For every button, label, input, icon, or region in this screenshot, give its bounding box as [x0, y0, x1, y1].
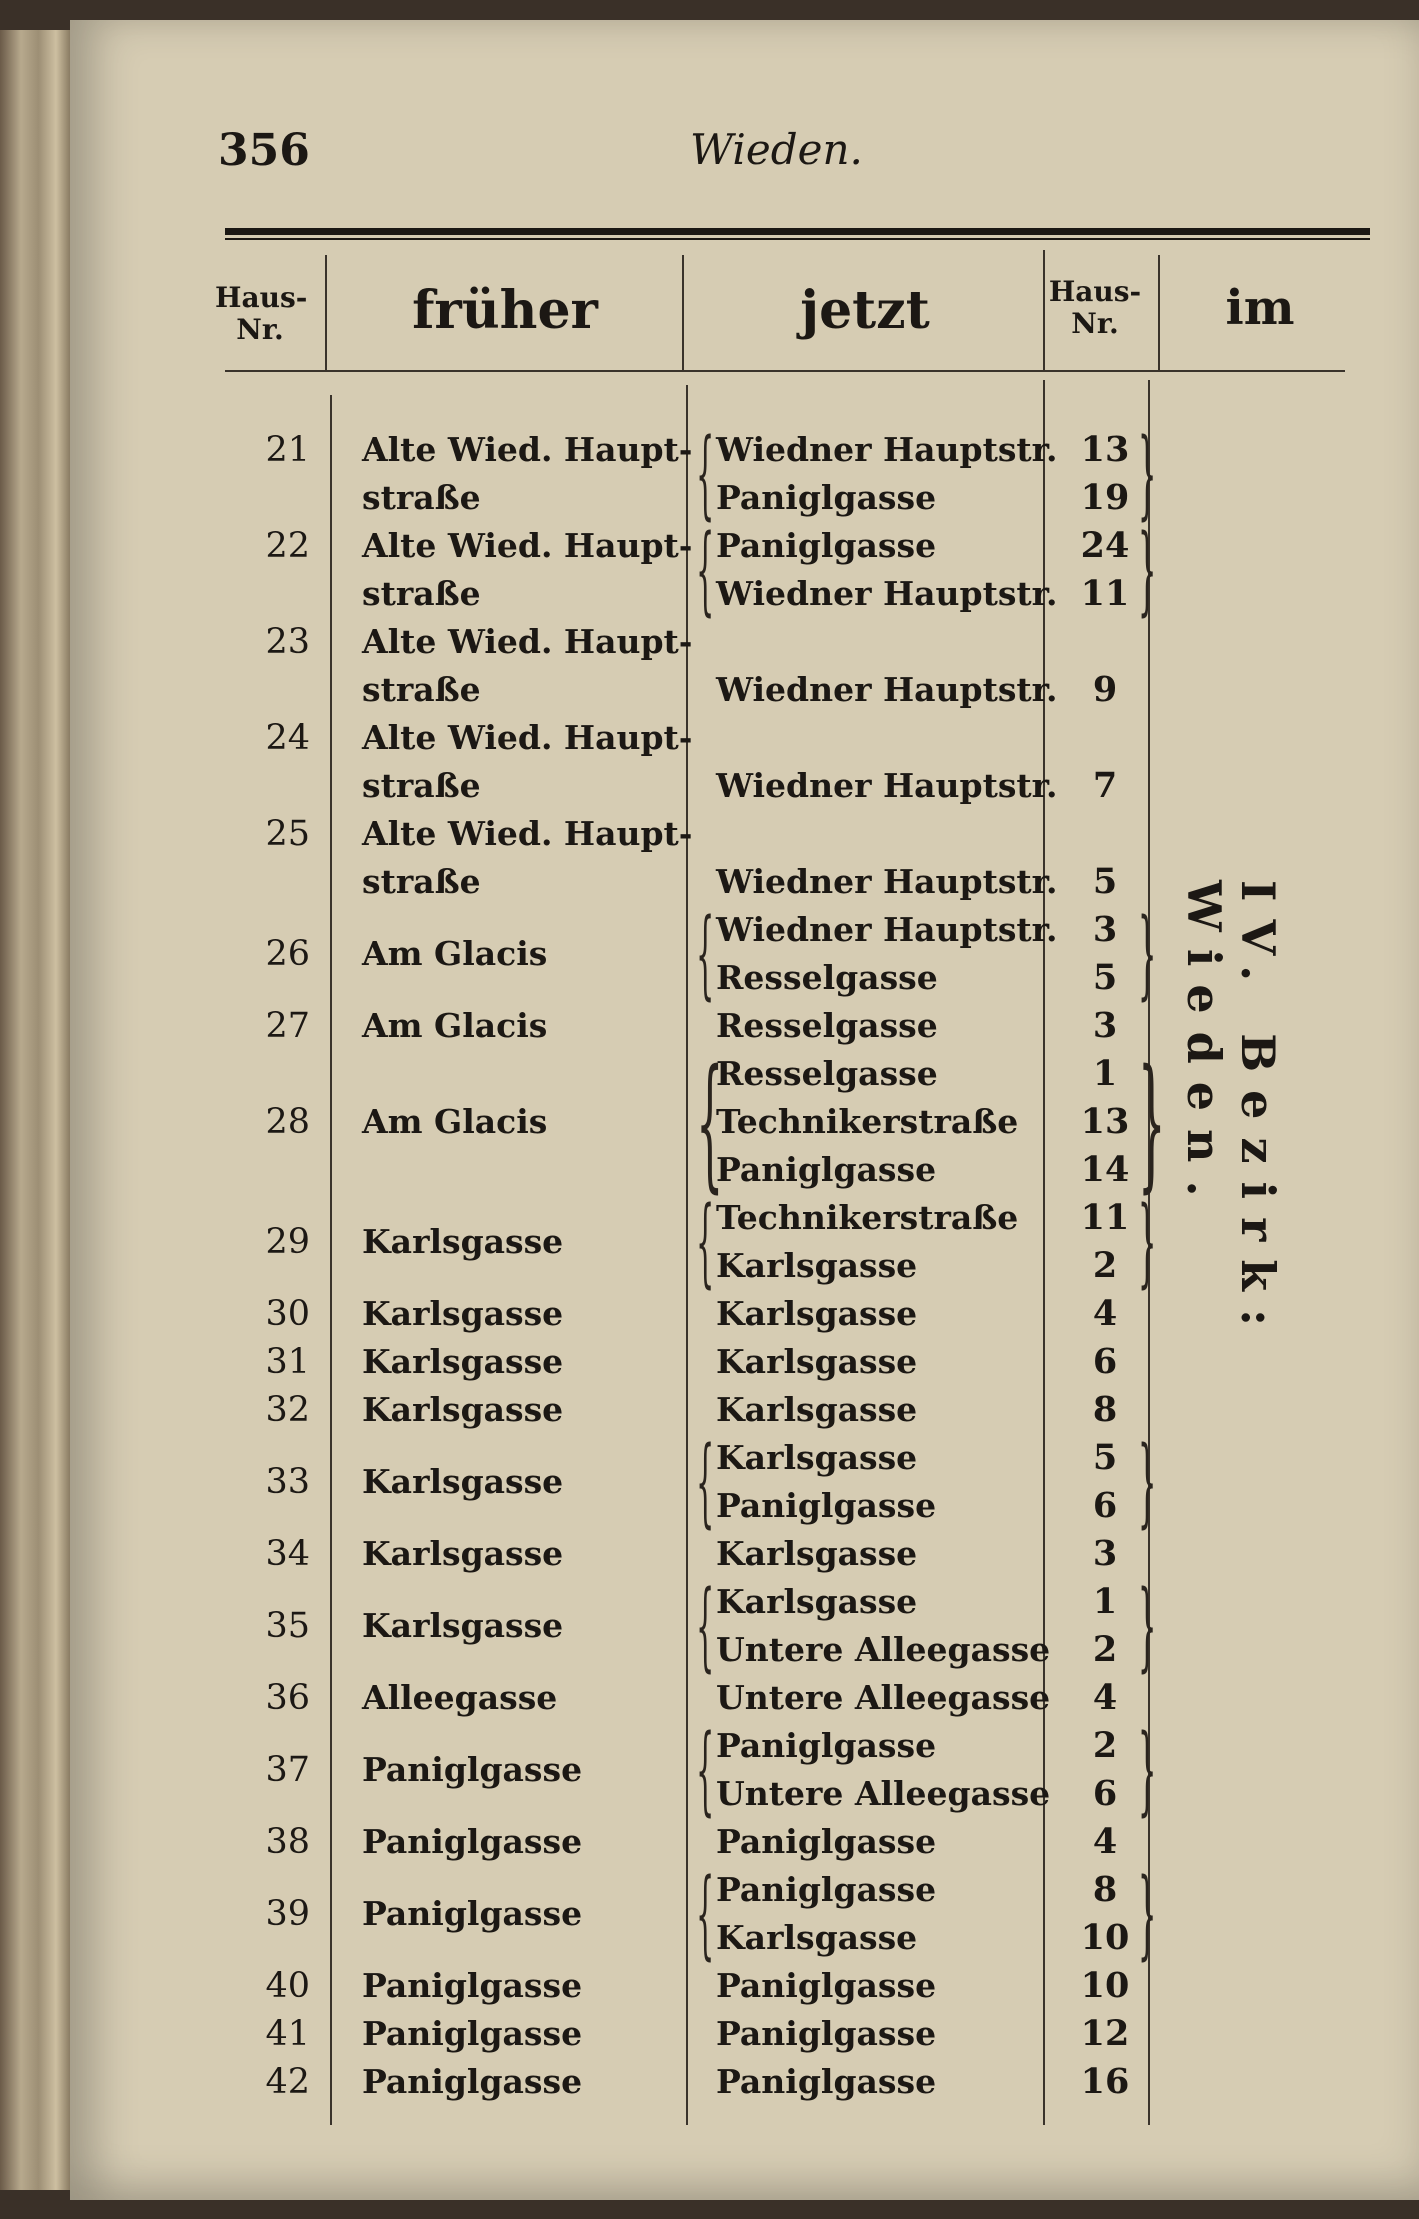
row-old-street: Karlsgasse [362, 1342, 564, 1381]
header-frueher: früher [412, 280, 598, 341]
page-number: 356 [218, 125, 310, 176]
row-new-street: Wiedner Hauptstr. [716, 766, 1058, 805]
row-new-nr: 5 [1092, 861, 1118, 902]
row-old-street: Karlsgasse [362, 1294, 564, 1333]
row-new-nr: 11 [1080, 573, 1130, 614]
row-haus-nr: 36 [265, 1678, 310, 1718]
row-new-nr: 1 [1092, 1053, 1118, 1094]
row-haus-nr: 35 [265, 1606, 310, 1646]
row-new-street: Untere Alleegasse [716, 1774, 1051, 1813]
row-haus-nr: 21 [265, 430, 310, 470]
row-new-street: Paniglgasse [716, 1822, 937, 1861]
row-old-street: Karlsgasse [362, 1222, 564, 1261]
header-haus-nr: Haus-Nr. [215, 281, 308, 346]
row-haus-nr: 42 [265, 2062, 310, 2102]
column-divider [1158, 255, 1160, 370]
row-haus-nr: 31 [265, 1342, 310, 1382]
brace-left: { [696, 1570, 715, 1682]
header-haus-nr-new: Haus-Nr. [1048, 275, 1142, 340]
column-divider [325, 255, 327, 370]
row-new-nr: 2 [1092, 1725, 1118, 1766]
row-new-nr: 3 [1092, 1005, 1118, 1046]
header-rule-thin [225, 238, 1370, 240]
row-new-street: Paniglgasse [716, 1726, 937, 1765]
header-jetzt: jetzt [800, 280, 930, 341]
row-old-street: Am Glacis [362, 1006, 548, 1045]
brace-left: { [696, 1038, 724, 1206]
row-haus-nr: 30 [265, 1294, 310, 1334]
row-new-nr: 13 [1080, 429, 1130, 470]
row-new-nr: 16 [1080, 2061, 1130, 2102]
row-new-nr: 6 [1092, 1773, 1118, 1814]
brace-left: { [696, 514, 715, 626]
row-old-street: straße [362, 478, 481, 517]
row-new-street: Paniglgasse [716, 478, 937, 517]
row-haus-nr: 41 [265, 2014, 310, 2054]
row-old-street: Karlsgasse [362, 1606, 564, 1645]
row-old-street: straße [362, 670, 481, 709]
row-haus-nr: 28 [265, 1102, 310, 1142]
row-new-street: Paniglgasse [716, 2014, 937, 2053]
row-new-street: Wiedner Hauptstr. [716, 910, 1058, 949]
row-new-nr: 13 [1080, 1101, 1130, 1142]
row-old-street: Alte Wied. Haupt- [362, 718, 693, 757]
row-new-street: Paniglgasse [716, 526, 937, 565]
row-new-nr: 8 [1092, 1389, 1118, 1430]
row-new-street: Wiedner Hauptstr. [716, 430, 1058, 469]
row-new-nr: 2 [1092, 1245, 1118, 1286]
row-old-street: Alleegasse [362, 1678, 558, 1717]
row-new-street: Wiedner Hauptstr. [716, 574, 1058, 613]
row-new-street: Karlsgasse [716, 1438, 918, 1477]
row-old-street: Karlsgasse [362, 1390, 564, 1429]
row-old-street: straße [362, 862, 481, 901]
row-haus-nr: 33 [265, 1462, 310, 1502]
row-new-nr: 19 [1080, 477, 1130, 518]
row-new-nr: 7 [1092, 765, 1118, 806]
row-new-street: Resselgasse [716, 1054, 938, 1093]
row-old-street: Alte Wied. Haupt- [362, 430, 693, 469]
row-old-street: Karlsgasse [362, 1462, 564, 1501]
row-old-street: Alte Wied. Haupt- [362, 526, 693, 565]
brace-left: { [696, 1714, 715, 1826]
row-haus-nr: 38 [265, 1822, 310, 1862]
row-new-street: Paniglgasse [716, 1966, 937, 2005]
row-new-nr: 1 [1092, 1581, 1118, 1622]
row-old-street: Paniglgasse [362, 2014, 583, 2053]
brace-right: } [1138, 514, 1157, 626]
row-old-street: Alte Wied. Haupt- [362, 622, 693, 661]
column-divider [1043, 250, 1045, 370]
row-new-street: Technikerstraße [716, 1102, 1019, 1141]
row-haus-nr: 39 [265, 1894, 310, 1934]
row-new-street: Resselgasse [716, 1006, 938, 1045]
brace-left: { [696, 1858, 715, 1970]
row-new-street: Resselgasse [716, 958, 938, 997]
row-old-street: Paniglgasse [362, 1750, 583, 1789]
row-old-street: straße [362, 766, 481, 805]
column-divider [682, 255, 684, 370]
header-im: im [1225, 280, 1295, 336]
brace-right: } [1138, 1038, 1166, 1206]
row-haus-nr: 26 [265, 934, 310, 974]
row-new-nr: 4 [1092, 1293, 1118, 1334]
header-rule-thick [225, 228, 1370, 235]
row-haus-nr: 37 [265, 1750, 310, 1790]
running-head: Wieden. [690, 125, 863, 174]
row-new-nr: 8 [1092, 1869, 1118, 1910]
row-old-street: Am Glacis [362, 1102, 548, 1141]
column-divider [330, 395, 332, 2125]
row-new-street: Karlsgasse [716, 1534, 918, 1573]
row-old-street: Paniglgasse [362, 1894, 583, 1933]
row-haus-nr: 29 [265, 1222, 310, 1262]
row-new-nr: 6 [1092, 1485, 1118, 1526]
row-new-nr: 10 [1080, 1965, 1130, 2006]
row-new-nr: 11 [1080, 1197, 1130, 1238]
row-new-street: Technikerstraße [716, 1198, 1019, 1237]
row-new-street: Karlsgasse [716, 1582, 918, 1621]
brace-right: } [1138, 1858, 1157, 1970]
column-header-rule [225, 370, 1345, 372]
row-new-nr: 2 [1092, 1629, 1118, 1670]
row-new-nr: 6 [1092, 1341, 1118, 1382]
row-old-street: Paniglgasse [362, 1822, 583, 1861]
brace-right: } [1138, 1186, 1157, 1298]
row-new-nr: 4 [1092, 1677, 1118, 1718]
row-new-street: Karlsgasse [716, 1246, 918, 1285]
row-new-street: Paniglgasse [716, 1870, 937, 1909]
row-new-nr: 4 [1092, 1821, 1118, 1862]
row-new-street: Karlsgasse [716, 1294, 918, 1333]
row-new-street: Wiedner Hauptstr. [716, 670, 1058, 709]
district-label: IV. Bezirk: Wieden. [1177, 880, 1285, 1345]
row-haus-nr: 27 [265, 1006, 310, 1046]
row-new-street: Karlsgasse [716, 1342, 918, 1381]
row-old-street: straße [362, 574, 481, 613]
brace-right: } [1138, 1714, 1157, 1826]
row-haus-nr: 25 [265, 814, 310, 854]
row-haus-nr: 34 [265, 1534, 310, 1574]
row-old-street: Karlsgasse [362, 1534, 564, 1573]
row-haus-nr: 24 [265, 718, 310, 758]
page-edges [0, 30, 70, 2190]
row-new-nr: 5 [1092, 1437, 1118, 1478]
row-old-street: Paniglgasse [362, 2062, 583, 2101]
row-new-nr: 5 [1092, 957, 1118, 998]
row-haus-nr: 32 [265, 1390, 310, 1430]
row-new-nr: 3 [1092, 909, 1118, 950]
brace-right: } [1138, 898, 1157, 1010]
row-new-street: Karlsgasse [716, 1390, 918, 1429]
brace-right: } [1138, 1426, 1157, 1538]
brace-left: { [696, 418, 715, 530]
row-new-nr: 10 [1080, 1917, 1130, 1958]
row-haus-nr: 22 [265, 526, 310, 566]
row-new-street: Paniglgasse [716, 1150, 937, 1189]
row-new-street: Wiedner Hauptstr. [716, 862, 1058, 901]
row-new-nr: 12 [1080, 2013, 1130, 2054]
brace-right: } [1138, 1570, 1157, 1682]
brace-left: { [696, 1186, 715, 1298]
row-new-nr: 9 [1092, 669, 1118, 710]
row-old-street: Paniglgasse [362, 1966, 583, 2005]
row-new-street: Untere Alleegasse [716, 1630, 1051, 1669]
column-divider [1043, 380, 1045, 2125]
brace-right: } [1138, 418, 1157, 530]
row-haus-nr: 23 [265, 622, 310, 662]
row-new-street: Untere Alleegasse [716, 1678, 1051, 1717]
brace-left: { [696, 898, 715, 1010]
row-new-nr: 3 [1092, 1533, 1118, 1574]
row-old-street: Alte Wied. Haupt- [362, 814, 693, 853]
row-new-street: Karlsgasse [716, 1918, 918, 1957]
row-old-street: Am Glacis [362, 934, 548, 973]
row-new-street: Paniglgasse [716, 2062, 937, 2101]
row-new-nr: 24 [1080, 525, 1130, 566]
brace-left: { [696, 1426, 715, 1538]
row-haus-nr: 40 [265, 1966, 310, 2006]
row-new-street: Paniglgasse [716, 1486, 937, 1525]
row-new-nr: 14 [1080, 1149, 1130, 1190]
